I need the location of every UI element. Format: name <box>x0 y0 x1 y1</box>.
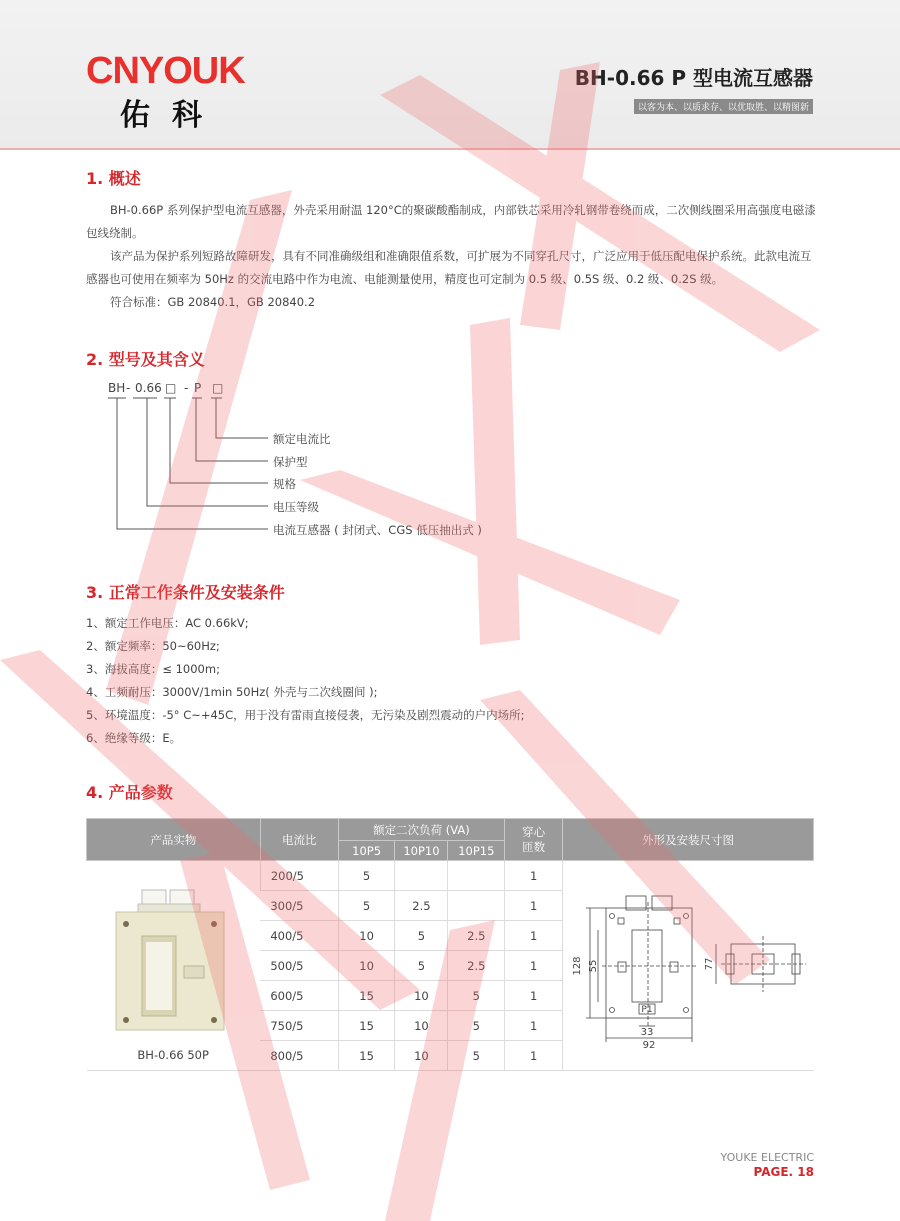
product-photo-cell <box>87 861 261 1071</box>
load-10p5-cell: 10 <box>338 921 395 951</box>
load-10p5-cell: 5 <box>338 861 395 891</box>
load-10p15-cell <box>448 861 505 891</box>
load-10p5-cell: 10 <box>338 951 395 981</box>
section-title-conditions: 3. 正常工作条件及安装条件 <box>86 583 285 602</box>
ratio-cell: 500/5 <box>260 951 338 981</box>
ratio-cell: 600/5 <box>260 981 338 1011</box>
turns-cell: 1 <box>505 981 563 1011</box>
load-10p15-cell: 5 <box>448 981 505 1011</box>
model-label-protection: 保护型 <box>273 455 308 469</box>
code-part: P <box>194 381 202 395</box>
overview-paragraph: 该产品为保护系列短路故障研发，具有不同准确级组和准确限值系数，可扩展为不同穿孔尺寸，广泛应用于低压配电保护系统。此款电流互感器也可使用在频率为 50Hz 的交流电路中作为电流、电能测量使用，精度也可定制为 0.5 级、0.5S 级、0.2 级、0.2S 级。 <box>86 249 812 286</box>
footer-brand: YOUKE ELECTRIC <box>720 1151 814 1164</box>
load-10p15-cell: 5 <box>448 1041 505 1071</box>
dimension-drawing-cell <box>562 861 813 1071</box>
model-label-voltage: 电压等级 <box>273 500 319 514</box>
turns-cell: 1 <box>505 861 563 891</box>
header-10p10: 10P10 <box>395 841 448 861</box>
header-10p5: 10P5 <box>338 841 395 861</box>
code-part: - <box>184 381 189 395</box>
dim-p1-label: P1 <box>641 1004 653 1015</box>
ratio-cell: 200/5 <box>260 861 338 891</box>
header-turns: 穿心 匝数 <box>505 819 563 861</box>
ratio-cell: 800/5 <box>260 1041 338 1071</box>
turns-cell: 1 <box>505 951 563 981</box>
section-title-model: 2. 型号及其含义 <box>86 350 205 369</box>
header-load: 额定二次负荷 (VA) <box>338 819 505 841</box>
model-label-spec: 规格 <box>273 477 296 491</box>
dim-window: 55 <box>587 959 599 972</box>
section-title-params: 4. 产品参数 <box>86 783 173 802</box>
code-part: BH <box>108 381 126 395</box>
load-10p10-cell: 10 <box>395 981 448 1011</box>
product-photo <box>98 882 248 1042</box>
turns-cell: 1 <box>505 891 563 921</box>
dim-width-inner: 33 <box>640 1026 654 1038</box>
code-part: □ <box>212 381 224 395</box>
load-10p10-cell: 2.5 <box>395 891 448 921</box>
overview-paragraph: BH-0.66P 系列保护型电流互感器，外壳采用耐温 120°C的聚碳酸酯制成，内部铁芯采用冷轧钢带卷绕而成，二次侧线圈采用高强度电磁漆包线绕制。 <box>86 203 816 240</box>
turns-cell: 1 <box>505 1011 563 1041</box>
model-label-ct: 电流互感器 ( 封闭式、CGS 低压抽出式 ) <box>273 523 482 537</box>
load-10p10-cell: 10 <box>395 1011 448 1041</box>
condition-item: 5、环境温度：-5° C~+45C，用于没有雷雨直接侵袭，无污染及剧烈震动的户内场所; <box>86 708 525 722</box>
load-10p10-cell: 10 <box>395 1041 448 1071</box>
condition-item: 2、额定频率：50~60Hz; <box>86 639 220 653</box>
section-title-overview: 1. 概述 <box>86 169 141 188</box>
turns-cell: 1 <box>505 1041 563 1071</box>
condition-item: 3、海拔高度：≤ 1000m; <box>86 662 220 676</box>
load-10p10-cell: 5 <box>395 921 448 951</box>
page-number: PAGE. 18 <box>753 1165 814 1179</box>
header-10p15: 10P15 <box>448 841 505 861</box>
condition-item: 4、工频耐压：3000V/1min 50Hz( 外壳与二次线圈间 ); <box>86 685 378 699</box>
condition-item: 6、绝缘等级：E。 <box>86 731 182 745</box>
ratio-cell: 300/5 <box>260 891 338 921</box>
load-10p15-cell: 5 <box>448 1011 505 1041</box>
header-photo: 产品实物 <box>87 819 261 861</box>
brand-logo: CNYOUK <box>86 50 245 92</box>
slogan-badge: 以客为本、以质求存、以优取胜、以精图新 <box>634 99 813 114</box>
load-10p15-cell: 2.5 <box>448 921 505 951</box>
header-ratio: 电流比 <box>260 819 338 861</box>
dim-depth: 77 <box>703 957 715 970</box>
load-10p10-cell: 5 <box>395 951 448 981</box>
standard-text: 符合标准：GB 20840.1，GB 20840.2 <box>110 295 316 309</box>
load-10p5-cell: 5 <box>338 891 395 921</box>
brand-logo-cn: 佑科 <box>120 98 224 133</box>
load-10p5-cell: 15 <box>338 1011 395 1041</box>
turns-cell: 1 <box>505 921 563 951</box>
load-10p5-cell: 15 <box>338 1041 395 1071</box>
ratio-cell: 400/5 <box>260 921 338 951</box>
params-table <box>86 818 814 1071</box>
load-10p15-cell: 2.5 <box>448 951 505 981</box>
model-bracket-lines <box>0 0 900 560</box>
ratio-cell: 750/5 <box>260 1011 338 1041</box>
dimension-drawing <box>566 866 811 1066</box>
product-caption: BH-0.66 50P <box>137 1048 209 1062</box>
dim-width: 92 <box>642 1039 656 1051</box>
model-label-ratio: 额定电流比 <box>273 432 331 446</box>
load-10p5-cell: 15 <box>338 981 395 1011</box>
load-10p10-cell <box>395 861 448 891</box>
condition-item: 1、额定工作电压：AC 0.66kV; <box>86 616 249 630</box>
load-10p15-cell <box>448 891 505 921</box>
code-part: 0.66 <box>135 381 162 395</box>
code-part: - <box>126 381 131 395</box>
header-dims: 外形及安装尺寸图 <box>562 819 813 861</box>
document-title: BH-0.66 P 型电流互感器 <box>574 66 813 90</box>
dim-height: 128 <box>571 955 583 976</box>
code-part: □ <box>165 381 177 395</box>
